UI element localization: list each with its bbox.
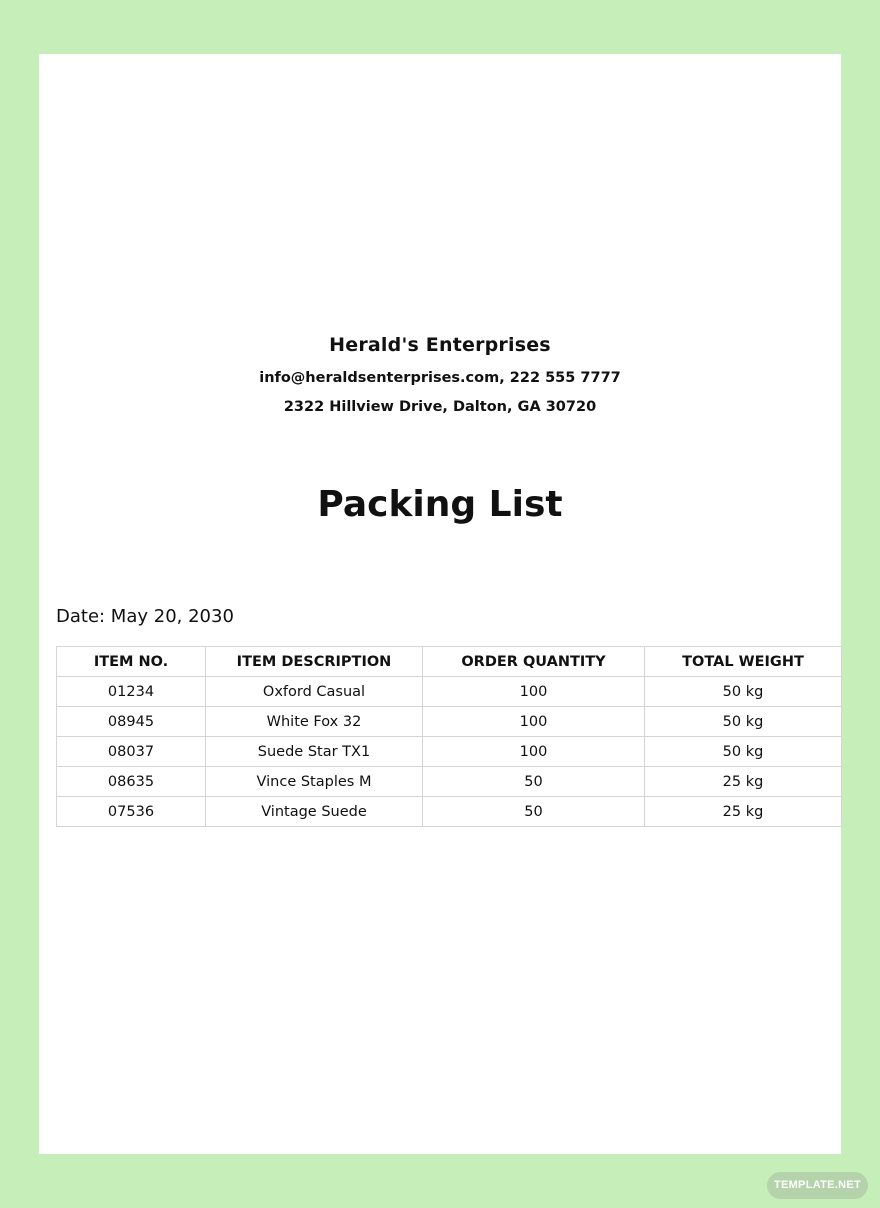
column-header-total-weight: TOTAL WEIGHT xyxy=(645,647,842,677)
company-address: 2322 Hillview Drive, Dalton, GA 30720 xyxy=(283,399,597,415)
total-weight-cell: 50 kg xyxy=(645,677,842,707)
table-row xyxy=(57,737,842,767)
order-quantity-cell: 50 xyxy=(423,767,645,797)
item-no-cell: 08037 xyxy=(57,737,206,767)
item-description-cell: Vintage Suede xyxy=(206,797,423,827)
order-quantity-cell: 100 xyxy=(423,737,645,767)
item-no-cell: 08945 xyxy=(57,707,206,737)
table-row xyxy=(57,707,842,737)
item-description-cell: White Fox 32 xyxy=(206,707,423,737)
company-name: Herald's Enterprises xyxy=(329,334,551,356)
document-date: Date: May 20, 2030 xyxy=(56,606,234,627)
item-description-cell: Oxford Casual xyxy=(206,677,423,707)
table-row xyxy=(57,677,842,707)
item-no-cell: 08635 xyxy=(57,767,206,797)
table-row xyxy=(57,767,842,797)
order-quantity-cell: 100 xyxy=(423,707,645,737)
template-net-badge: TEMPLATE.NET xyxy=(767,1172,868,1199)
item-no-cell: 01234 xyxy=(57,677,206,707)
packing-table xyxy=(56,646,842,827)
item-description-cell: Vince Staples M xyxy=(206,767,423,797)
order-quantity-cell: 100 xyxy=(423,677,645,707)
company-contact: info@heraldsenterprises.com, 222 555 7777 xyxy=(259,370,621,386)
total-weight-cell: 25 kg xyxy=(645,797,842,827)
total-weight-cell: 50 kg xyxy=(645,707,842,737)
document-title: Packing List xyxy=(317,484,563,525)
column-header-order-quantity: ORDER QUANTITY xyxy=(423,647,645,677)
column-header-item-description: ITEM DESCRIPTION xyxy=(206,647,423,677)
order-quantity-cell: 50 xyxy=(423,797,645,827)
total-weight-cell: 50 kg xyxy=(645,737,842,767)
table-row xyxy=(57,797,842,827)
column-header-item-no: ITEM NO. xyxy=(57,647,206,677)
total-weight-cell: 25 kg xyxy=(645,767,842,797)
table-header-row xyxy=(57,647,842,677)
item-description-cell: Suede Star TX1 xyxy=(206,737,423,767)
document-page xyxy=(39,54,841,1154)
item-no-cell: 07536 xyxy=(57,797,206,827)
